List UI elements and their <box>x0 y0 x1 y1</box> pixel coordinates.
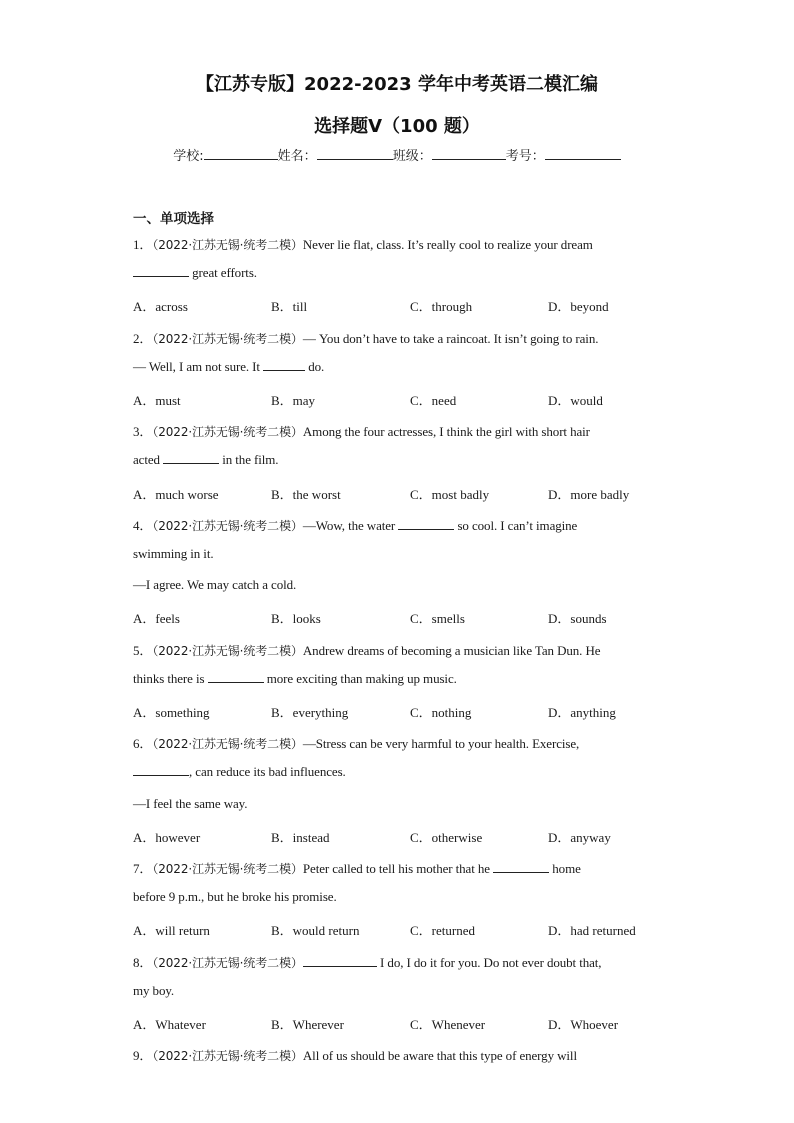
question-7 <box>133 858 663 877</box>
option-b[interactable]: B．the worst <box>271 487 341 502</box>
options-5 <box>133 702 693 720</box>
options-7 <box>133 920 693 938</box>
options-8 <box>133 1014 693 1032</box>
question-text: — Well, I am not sure. It <box>133 359 264 374</box>
option-a[interactable]: A．something <box>133 705 210 720</box>
question-text: great efforts. <box>189 265 257 280</box>
option-b[interactable]: B．till <box>271 299 308 314</box>
option-a[interactable]: A．must <box>133 393 181 408</box>
option-b[interactable]: B．looks <box>271 611 321 626</box>
number-blank[interactable] <box>545 147 621 160</box>
question-number: 5． <box>133 643 153 658</box>
question-text: more exciting than making up music. <box>263 671 457 686</box>
option-d[interactable]: D．more badly <box>548 487 630 502</box>
question-5-line-2 <box>133 671 663 687</box>
answer-blank <box>133 265 189 277</box>
question-source: （2022·江苏无锡·统考二模） <box>152 644 303 658</box>
option-c[interactable]: C．smells <box>410 611 465 626</box>
question-1-line-2 <box>133 265 663 281</box>
option-d[interactable]: D．had returned <box>548 923 636 938</box>
question-text: Never lie flat, class. It’s really cool to realize your dream <box>302 237 593 252</box>
question-text: do. <box>305 359 325 374</box>
question-number: 7． <box>133 861 153 876</box>
school-blank[interactable] <box>204 147 278 160</box>
options-6 <box>133 827 693 845</box>
option-d[interactable]: D．would <box>548 393 603 408</box>
question-6-line-2 <box>133 764 663 780</box>
options-3 <box>133 484 693 502</box>
options-1 <box>133 296 693 314</box>
answer-blank <box>263 359 305 371</box>
option-d[interactable]: D．anyway <box>548 830 611 845</box>
page-subtitle: 选择题Ⅴ（100 题） <box>314 116 480 137</box>
question-source: （2022·江苏无锡·统考二模） <box>152 519 303 533</box>
question-9 <box>133 1045 663 1064</box>
option-d[interactable]: D．beyond <box>548 299 609 314</box>
question-6 <box>133 733 663 752</box>
question-4-line-3 <box>133 577 663 593</box>
option-c[interactable]: C．most badly <box>410 487 490 502</box>
question-8 <box>133 952 663 971</box>
option-d[interactable]: D．sounds <box>548 611 607 626</box>
question-text: Among the four actresses, I think the girl with short hair <box>302 424 590 439</box>
option-d[interactable]: D．anything <box>548 705 616 720</box>
section-title: 一、单项选择 <box>133 211 214 227</box>
options-4 <box>133 608 693 626</box>
option-c[interactable]: C．returned <box>410 923 475 938</box>
school-label: 学校: <box>173 149 204 164</box>
question-8-line-2 <box>133 983 663 999</box>
option-a[interactable]: A．across <box>133 299 188 314</box>
question-text: before 9 p.m., but he broke his promise. <box>133 889 337 904</box>
answer-blank <box>208 671 264 683</box>
option-d[interactable]: D．Whoever <box>548 1017 619 1032</box>
question-text: — You don’t have to take a raincoat. It isn’t going to rain. <box>302 331 599 346</box>
question-text: I do, I do it for you. Do not ever doubt that, <box>376 955 602 970</box>
question-4 <box>133 515 663 534</box>
question-number: 3． <box>133 424 153 439</box>
question-text: —Stress can be very harmful to your health. Exercise, <box>302 736 580 751</box>
question-number: 1． <box>133 237 153 252</box>
student-info-line <box>0 145 794 164</box>
option-c[interactable]: C．Whenever <box>410 1017 486 1032</box>
question-source: （2022·江苏无锡·统考二模） <box>152 332 303 346</box>
question-5 <box>133 640 663 659</box>
question-source: （2022·江苏无锡·统考二模） <box>152 862 303 876</box>
number-label: 考号： <box>505 149 545 164</box>
question-source: （2022·江苏无锡·统考二模） <box>152 737 303 751</box>
question-text: home <box>549 861 581 876</box>
question-text: thinks there is <box>133 671 208 686</box>
question-text: Peter called to tell his mother that he <box>302 861 494 876</box>
page-title: 【江苏专版】2022-2023 学年中考英语二模汇编 <box>196 74 598 95</box>
question-text: Andrew dreams of becoming a musician like Tan Dun. He <box>302 643 601 658</box>
options-2 <box>133 390 693 408</box>
question-number: 8． <box>133 955 153 970</box>
question-4-line-2 <box>133 546 663 562</box>
question-2-line-2 <box>133 359 663 375</box>
question-text: my boy. <box>133 983 175 998</box>
question-text: —I agree. We may catch a cold. <box>133 577 297 592</box>
question-source: （2022·江苏无锡·统考二模） <box>152 425 303 439</box>
class-label: 班级： <box>392 149 432 164</box>
option-a[interactable]: A．much worse <box>133 487 219 502</box>
option-c[interactable]: C．through <box>410 299 473 314</box>
name-blank[interactable] <box>317 147 393 160</box>
option-b[interactable]: B．Wherever <box>271 1017 344 1032</box>
question-text: All of us should be aware that this type of energy will <box>302 1048 577 1063</box>
option-c[interactable]: C．otherwise <box>410 830 483 845</box>
question-3 <box>133 421 663 440</box>
question-6-line-3 <box>133 796 663 812</box>
question-source: （2022·江苏无锡·统考二模） <box>152 956 303 970</box>
option-b[interactable]: B．may <box>271 393 316 408</box>
question-text: swimming in it. <box>133 546 214 561</box>
option-b[interactable]: B．would return <box>271 923 360 938</box>
class-blank[interactable] <box>432 147 506 160</box>
question-number: 6． <box>133 736 153 751</box>
option-a[interactable]: A．however <box>133 830 201 845</box>
question-text: in the film. <box>219 452 279 467</box>
question-source: （2022·江苏无锡·统考二模） <box>152 238 303 252</box>
question-text: —Wow, the water <box>302 518 399 533</box>
option-a[interactable]: A．will return <box>133 923 210 938</box>
question-text: so cool. I can’t imagine <box>454 518 578 533</box>
name-label: 姓名： <box>277 149 317 164</box>
question-2 <box>133 328 663 347</box>
question-number: 9． <box>133 1048 153 1063</box>
question-number: 2． <box>133 331 153 346</box>
question-3-line-2 <box>133 452 663 468</box>
question-text: acted <box>133 452 164 467</box>
option-a[interactable]: A．feels <box>133 611 180 626</box>
option-b[interactable]: B．instead <box>271 830 330 845</box>
question-text: , can reduce its bad influences. <box>189 764 346 779</box>
question-source: （2022·江苏无锡·统考二模） <box>152 1049 303 1063</box>
answer-blank <box>163 452 219 464</box>
answer-blank <box>303 955 377 967</box>
answer-blank <box>398 518 454 530</box>
question-text: —I feel the same way. <box>133 796 248 811</box>
question-7-line-2 <box>133 889 663 905</box>
option-a[interactable]: A．Whatever <box>133 1017 206 1032</box>
question-1 <box>133 234 663 253</box>
answer-blank <box>493 861 549 873</box>
answer-blank <box>133 764 189 776</box>
option-c[interactable]: C．nothing <box>410 705 472 720</box>
option-c[interactable]: C．need <box>410 393 457 408</box>
option-b[interactable]: B．everything <box>271 705 349 720</box>
question-number: 4． <box>133 518 153 533</box>
